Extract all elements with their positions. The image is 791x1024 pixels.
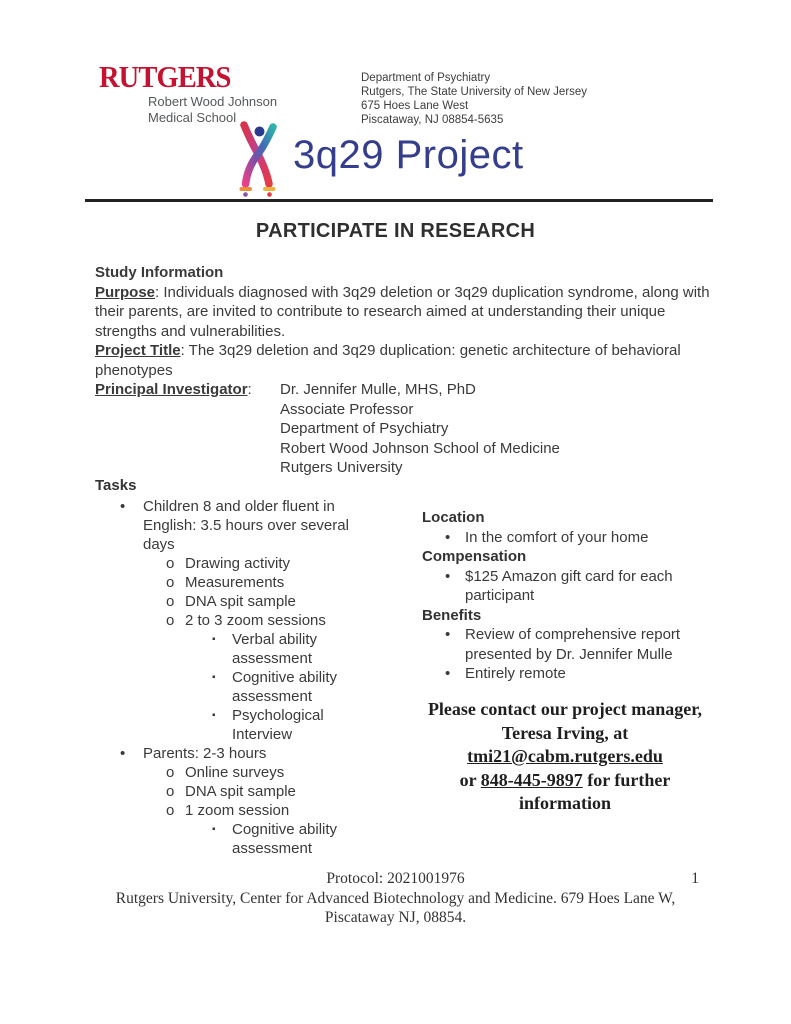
bullet-circle-icon: o (166, 555, 175, 572)
pi-line: Associate Professor (280, 400, 414, 418)
list-item: ▪ Verbal ability assessment (212, 631, 318, 667)
bullet-circle-icon: o (166, 574, 175, 591)
contact-block (403, 698, 727, 816)
purpose-paragraph (95, 283, 717, 342)
rutgers-logo (99, 59, 278, 125)
contact-suffix: for further (582, 769, 671, 790)
bullet-circle-icon: o (166, 593, 175, 610)
list-item: o 1 zoom session (166, 802, 290, 819)
bullet-dot-icon: • (445, 528, 451, 546)
list-item: • Parents: 2-3 hours (120, 745, 267, 762)
project-title-label: Project Title (95, 342, 181, 359)
address-line: Piscataway, NJ 08854-5635 (361, 114, 504, 126)
principal-investigator-label-cell (95, 380, 280, 478)
bullet-circle-icon: o (166, 783, 175, 800)
list-item: ▪ Psychological Interview (212, 707, 324, 743)
principal-investigator-label: Principal Investigator (95, 381, 248, 398)
list-item: o DNA spit sample (166, 593, 296, 610)
address-line: Rutgers, The State University of New Jersey (361, 86, 588, 98)
footer-address-line: Piscataway NJ, 08854. (324, 909, 467, 926)
details-section (422, 508, 722, 684)
study-information-section (95, 263, 717, 478)
page-title: PARTICIPATE IN RESEARCH (255, 220, 536, 242)
protocol-number: Protocol: 2021001976 (326, 870, 465, 887)
bullet-square-icon: ▪ (212, 710, 216, 721)
list-item: o Drawing activity (166, 555, 291, 572)
project-logo-text: 3q29 Project (293, 133, 524, 177)
list-item: • $125 Amazon gift card for each participant (445, 567, 673, 604)
contact-email-line (403, 745, 727, 769)
header-divider (85, 199, 713, 202)
list-item: ▪ Cognitive ability assessment (212, 669, 338, 705)
bullet-circle-icon: o (166, 802, 175, 819)
list-item: • Entirely remote (445, 665, 566, 682)
tasks-heading: Tasks (95, 477, 137, 494)
pi-line: Department of Psychiatry (280, 420, 449, 437)
address-line: 675 Hoes Lane West (361, 100, 469, 112)
list-item: • Review of comprehensive report presented by Dr. Jennifer Mulle (445, 626, 681, 663)
bullet-dot-icon: • (120, 745, 126, 762)
rutgers-school-line2: Medical School (148, 109, 237, 125)
page-number: 1 (691, 870, 699, 887)
tasks-list (95, 497, 425, 858)
pi-line: Dr. Jennifer Mulle, MHS, PhD (280, 381, 476, 398)
bullet-square-icon: ▪ (212, 672, 216, 683)
list-item: • Children 8 and older fluent in English: 3.5 hours over several days (120, 498, 349, 553)
contact-phone-link[interactable]: 848-445-9897 (480, 769, 583, 790)
list-item: o 2 to 3 zoom sessions (166, 612, 326, 629)
benefits-heading: Benefits (422, 606, 482, 624)
purpose-label: Purpose (95, 283, 156, 301)
bullet-dot-icon: • (445, 665, 451, 682)
bullet-dot-icon: • (445, 567, 451, 585)
bullet-square-icon: ▪ (212, 824, 216, 835)
principal-investigator-lines (280, 380, 560, 478)
department-address (361, 71, 587, 127)
3q29-chromosome-icon (234, 120, 280, 198)
list-item: ▪ Cognitive ability assessment (212, 821, 338, 857)
rutgers-school-line1: Robert Wood Johnson (148, 94, 278, 109)
contact-email-link[interactable]: tmi21@cabm.rutgers.edu (467, 746, 663, 766)
principal-investigator-colon: : (247, 381, 252, 398)
contact-line: Please contact our project manager, (427, 699, 703, 719)
page-footer (0, 869, 791, 928)
pi-line: Rutgers University (280, 459, 403, 476)
compensation-heading: Compensation (422, 548, 527, 565)
project-title-text: : The 3q29 deletion and 3q29 duplication: genetic architecture of behavioral phenotypes (95, 342, 681, 379)
bullet-dot-icon: • (445, 626, 451, 643)
bullet-circle-icon: o (166, 612, 175, 629)
bullet-dot-icon: • (120, 498, 126, 515)
project-logo (234, 120, 524, 198)
bullet-circle-icon: o (166, 764, 175, 781)
footer-protocol-line (0, 869, 791, 889)
contact-phone-line (403, 769, 727, 793)
contact-line: Teresa Irving, at (501, 722, 629, 743)
rutgers-wordmark: RUTGERS (99, 59, 231, 94)
study-information-heading: Study Information (95, 264, 224, 281)
list-item: • In the comfort of your home (445, 528, 649, 546)
contact-line: information (519, 793, 611, 813)
footer-address-line: Rutgers University, Center for Advanced Biotechnology and Medicine. 679 Hoes Lane W, (115, 889, 676, 907)
pi-line: Robert Wood Johnson School of Medicine (280, 439, 560, 457)
purpose-text: : Individuals diagnosed with 3q29 deletion or 3q29 duplication syndrome, along with their parents, are invited to contribute to research aimed at understanding their unique strengths and vulnerabilities. (95, 283, 710, 340)
location-heading: Location (422, 509, 485, 526)
list-item: o Online surveys (166, 764, 285, 781)
principal-investigator-block (95, 380, 717, 478)
list-item: o Measurements (166, 574, 285, 591)
bullet-square-icon: ▪ (212, 634, 216, 645)
address-line: Department of Psychiatry (361, 72, 491, 84)
list-item: o DNA spit sample (166, 783, 296, 800)
contact-or: or (459, 769, 481, 790)
project-title-paragraph (95, 341, 717, 380)
